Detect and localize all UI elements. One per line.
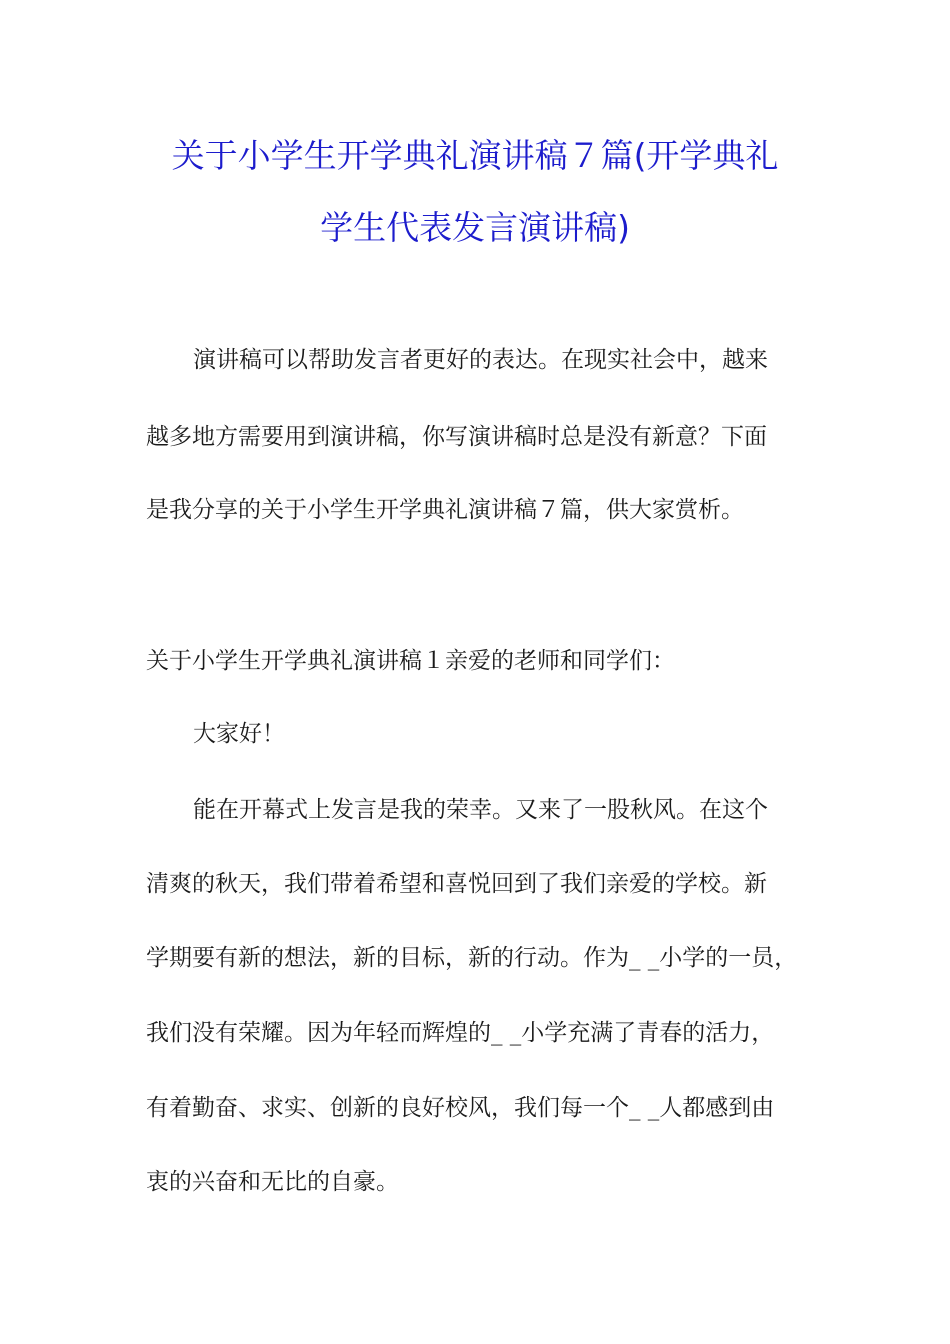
intro-line-2: 越多地方需要用到演讲稿，你写演讲稿时总是没有新意？下面 (146, 424, 767, 450)
document-title-line-1: 关于小学生开学典礼演讲稿７篇(开学典礼 (171, 136, 779, 175)
body-line-6: 衷的兴奋和无比的自豪。 (146, 1169, 399, 1195)
document-title-line-2: 学生代表发言演讲稿) (320, 208, 630, 247)
intro-line-1: 演讲稿可以帮助发言者更好的表达。在现实社会中，越来 (193, 347, 768, 373)
greeting: 大家好！ (193, 721, 285, 747)
body-line-3: 学期要有新的想法，新的目标，新的行动。作为_ _小学的一员， (146, 945, 798, 971)
section-heading: 关于小学生开学典礼演讲稿１亲爱的老师和同学们： (146, 648, 675, 674)
body-line-2: 清爽的秋天，我们带着希望和喜悦回到了我们亲爱的学校。新 (146, 871, 767, 897)
body-line-5: 有着勤奋、求实、创新的良好校风，我们每一个_ _人都感到由 (146, 1095, 775, 1121)
intro-line-3: 是我分享的关于小学生开学典礼演讲稿７篇，供大家赏析。 (146, 497, 744, 523)
body-line-4: 我们没有荣耀。因为年轻而辉煌的_ _小学充满了青春的活力， (146, 1020, 775, 1046)
body-line-1: 能在开幕式上发言是我的荣幸。又来了一股秋风。在这个 (193, 797, 768, 823)
